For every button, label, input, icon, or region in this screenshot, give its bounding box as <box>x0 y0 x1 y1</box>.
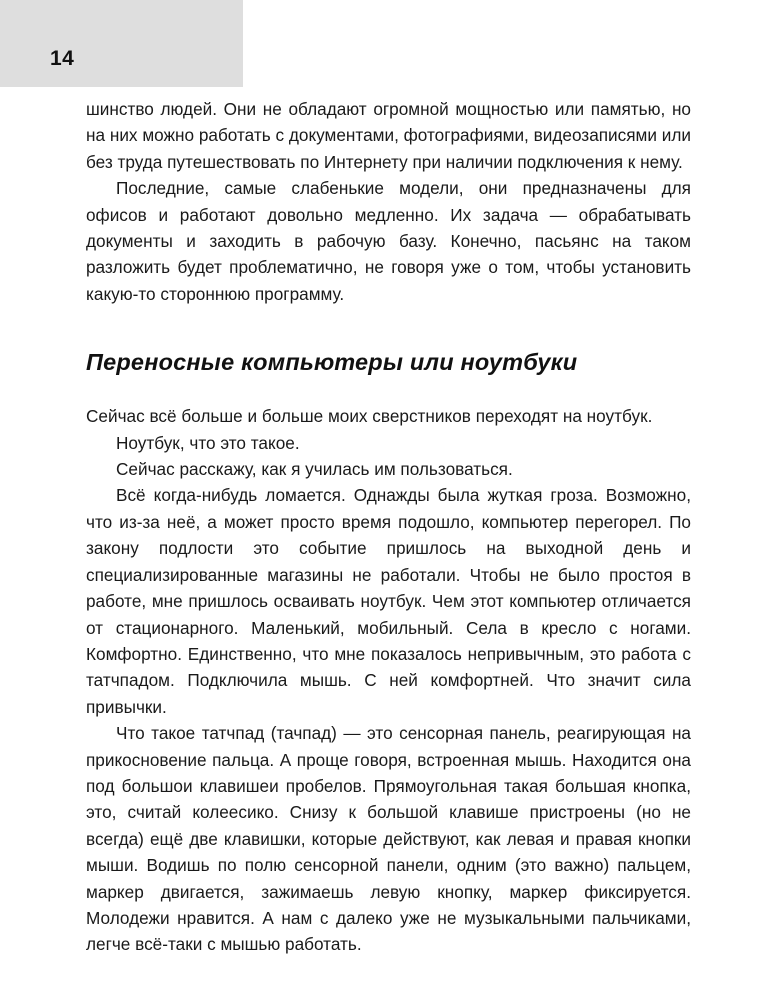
paragraph-will-tell: Сейчас расскажу, как я училась им пользоваться. <box>116 459 513 480</box>
paragraph-continuation: шинство людей. Они не обладают огромной мощностью или памятью, но на них можно работать с документами, фотографиями, видеозаписями или без труда путешествовать по Интернету при наличии подключения к нему. <box>86 99 691 172</box>
page-number: 14 <box>50 47 75 70</box>
paragraph-peers-switching: Сейчас всё больше и больше моих сверстников переходят на ноутбук. <box>86 406 653 427</box>
body-text-column <box>86 96 691 958</box>
section-heading-laptops: Переносные компьютеры или ноутбуки <box>86 349 578 376</box>
page-header-band <box>0 0 243 87</box>
paragraph-office-models: Последние, самые слабенькие модели, они предназначены для офисов и работают довольно медленно. Их задача — обрабатывать документы и заходить в рабочую базу. Конечно, пасьянс на таком разложить будет проблематично, не говоря уже о том, чтобы установить какую-то стороннюю программу. <box>86 178 691 304</box>
spacer-after-heading <box>86 377 691 403</box>
spacer-before-heading <box>86 307 691 347</box>
paragraph-thunderstorm-story: Всё когда-нибудь ломается. Однажды была жуткая гроза. Возможно, что из-за неё, а может просто время подошло, компьютер перегорел. По закону подлости это событие пришлось на выходной день и специализированные магазины не работали. Чтобы не было простоя в работе, мне пришлось осваивать ноутбук. Чем этот компьютер отличается от стационарного. Маленький, мобильный. Села в кресло с ногами. Комфортно. Единственно, что мне показалось непривычным, это работа с татчпадом. Подключила мышь. С ней комфортней. Что значит сила привычки. <box>86 485 691 717</box>
paragraph-what-is-laptop: Ноутбук, что это такое. <box>116 432 300 453</box>
paragraph-touchpad-explanation: Что такое татчпад (тачпад) — это сенсорная панель, реагирующая на прикосновение пальца. А проще говоря, встроенная мышь. Находится она под большои клавишеи пробелов. Прямоугольная такая большая кнопка, это, считай колеесико. Снизу к большой клавише пристроены (но не всегда) ещё две клавишки, которые действуют, как левая и правая кнопки мыши. Водишь по полю сенсорной панели, одним (это важно) пальцем, маркер двигается, зажимаешь левую кнопку, маркер фиксируется. Молодежи нравится. А нам с далеко уже не музыкальными пальчиками, легче всё-таки с мышью работать. <box>86 723 691 955</box>
